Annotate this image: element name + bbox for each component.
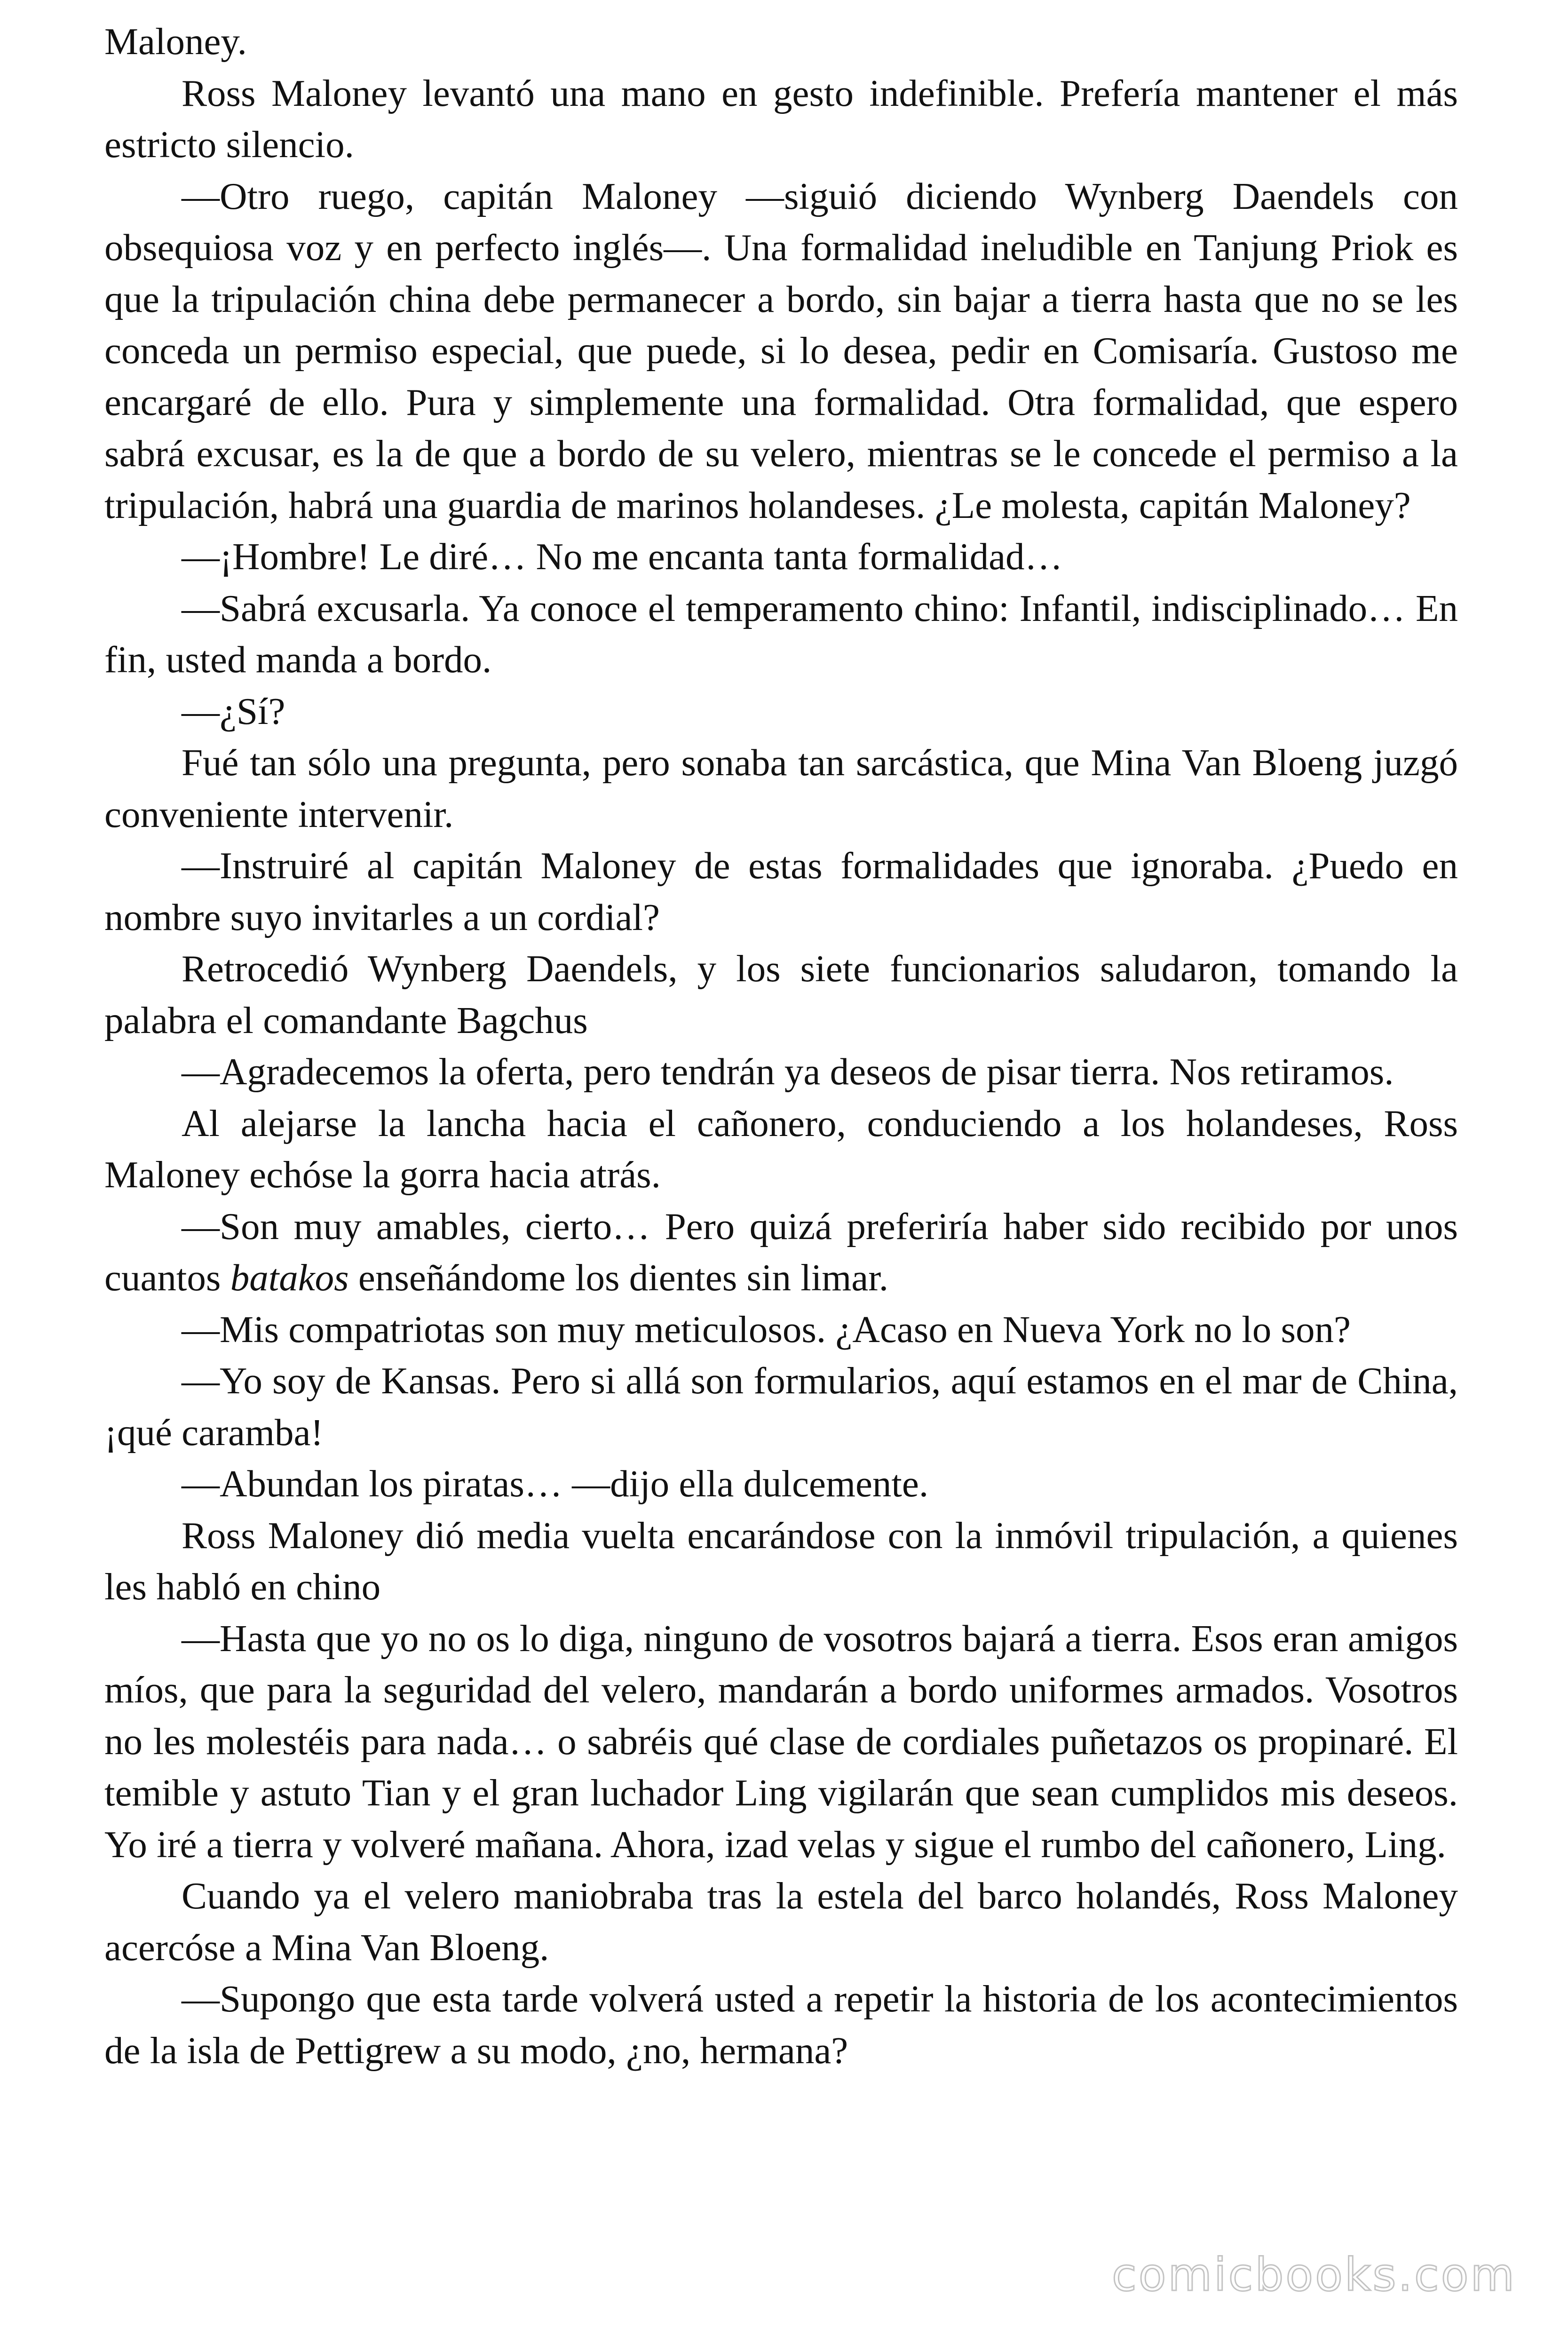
paragraph: Retrocedió Wynberg Daendels, y los siete funcionarios saludaron, tomando la palabra el comandante Bagchus [104, 947, 1458, 1041]
paragraph: Ross Maloney dió media vuelta encarándose con la inmóvil tripulación, a quienes les habló en chino [104, 1514, 1458, 1608]
paragraph: Al alejarse la lancha hacia el cañonero, conduciendo a los holandeses, Ross Maloney echóse la gorra hacia atrás. [104, 1102, 1458, 1196]
paragraph: —¿Sí? [182, 690, 285, 732]
paragraph: —¡Hombre! Le diré… No me encanta tanta formalidad… [182, 535, 1063, 578]
paragraph: Maloney. [104, 20, 247, 63]
paragraph: —Supongo que esta tarde volverá usted a repetir la historia de los acontecimientos de la isla de Pettigrew a su modo, ¿no, hermana? [104, 1978, 1458, 2072]
paragraph: —Agradecemos la oferta, pero tendrán ya deseos de pisar tierra. Nos retiramos. [182, 1050, 1394, 1093]
paragraph: —Sabrá excusarla. Ya conoce el temperamento chino: Infantil, indisciplinado… En fin, usted manda a bordo. [104, 587, 1458, 681]
paragraph: —Hasta que yo no os lo diga, ninguno de vosotros bajará a tierra. Esos eran amigos míos, que para la seguridad del velero, mandarán a bordo uniformes armados. Vosotros no les molestéis para nada… o sabréis qué clase de cordiales puñetazos os propinaré. El temible y astuto Tian y el gran luchador Ling vigilarán que sean cumplidos mis deseos. Yo iré a tierra y volveré mañana. Ahora, izad velas y sigue el rumbo del cañonero, Ling. [104, 1617, 1458, 1866]
paragraph-with-italic [104, 1201, 1458, 1304]
paragraph: Cuando ya el velero maniobraba tras la estela del barco holandés, Ross Maloney acercóse a Mina Van Bloeng. [104, 1875, 1458, 1969]
watermark: comicbooks.com [1111, 2249, 1516, 2301]
italic-word: batakos [230, 1256, 349, 1299]
paragraph: —Yo soy de Kansas. Pero si allá son formularios, aquí estamos en el mar de China, ¡qué caramba! [104, 1359, 1458, 1454]
paragraph-segment: enseñándome los dientes sin limar. [348, 1256, 888, 1299]
paragraph-segment: —Son muy amables, cierto… Pero quizá preferiría haber sido recibido por unos cuantos [104, 1205, 1458, 1299]
paragraph: —Otro ruego, capitán Maloney —siguió diciendo Wynberg Daendels con obsequiosa voz y en perfecto inglés—. Una formalidad ineludible en Tanjung Priok es que la tripulación china debe permanecer a bordo, sin bajar a tierra hasta que no se les conceda un permiso especial, que puede, si lo desea, pedir en Comisaría. Gustoso me encargaré de ello. Pura y simplemente una formalidad. Otra formalidad, que espero sabrá excusar, es la de que a bordo de su velero, mientras se le concede el permiso a la tripulación, habrá una guardia de marinos holandeses. ¿Le molesta, capitán Maloney? [104, 175, 1458, 526]
book-page-text [104, 16, 1458, 2076]
paragraph: —Instruiré al capitán Maloney de estas formalidades que ignoraba. ¿Puedo en nombre suyo invitarles a un cordial? [104, 844, 1458, 938]
paragraph: Fué tan sólo una pregunta, pero sonaba tan sarcástica, que Mina Van Bloeng juzgó conveniente intervenir. [104, 741, 1458, 835]
paragraph: —Abundan los piratas… —dijo ella dulcemente. [182, 1462, 929, 1505]
paragraph: —Mis compatriotas son muy meticulosos. ¿Acaso en Nueva York no lo son? [182, 1308, 1351, 1351]
paragraph: Ross Maloney levantó una mano en gesto indefinible. Prefería mantener el más estricto silencio. [104, 72, 1458, 166]
